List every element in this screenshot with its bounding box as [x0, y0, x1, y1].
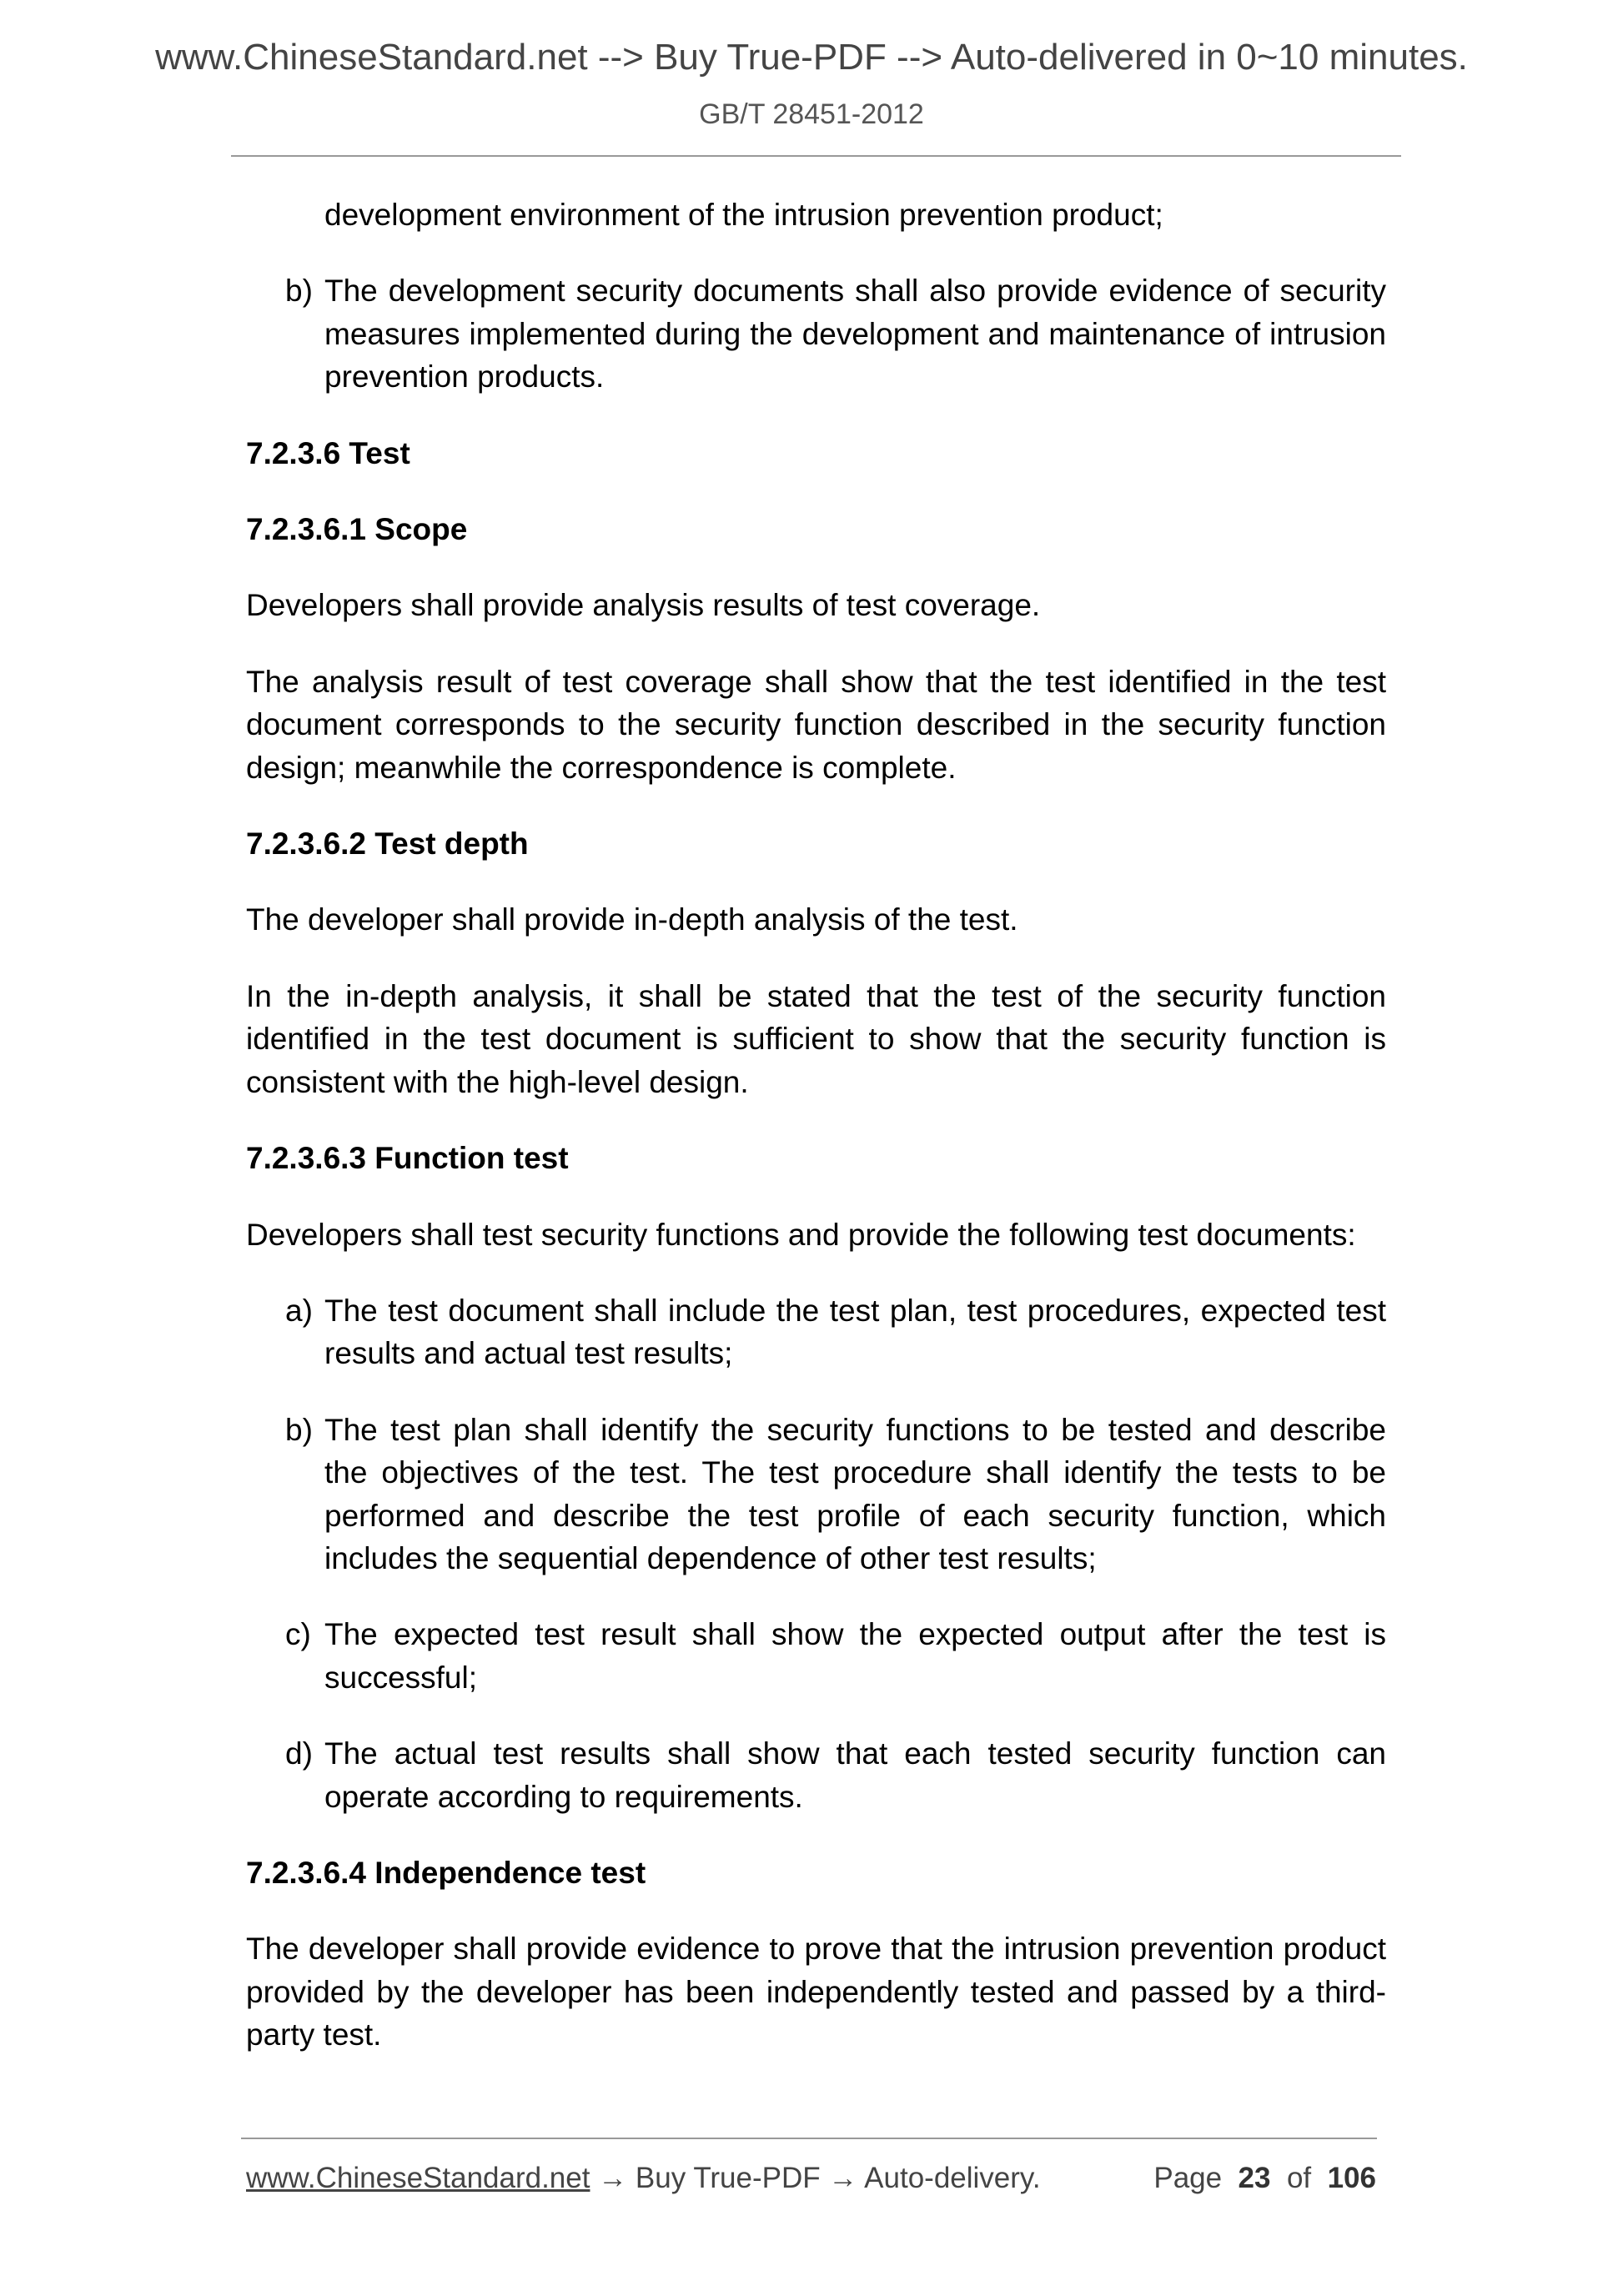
footer	[246, 2162, 1376, 2195]
list-item	[285, 269, 1386, 398]
paragraph: The developer shall provide in-depth analysis of the test.	[246, 902, 1018, 937]
paragraph: In the in-depth analysis, it shall be stated that the test of the security function identified in the test document is sufficient to show that the security function is consistent with the high-level design.	[246, 978, 1386, 1099]
list-text: The test document shall include the test plan, test procedures, expected test results and actual test results;	[324, 1293, 1386, 1371]
section-heading: 7.2.3.6.1 Scope	[246, 512, 468, 547]
list-item-continuation: development environment of the intrusion prevention product;	[324, 198, 1163, 232]
of-word: of	[1286, 2162, 1312, 2194]
list-label: d)	[285, 1736, 313, 1771]
page-word: Page	[1153, 2162, 1223, 2194]
page-number: 23	[1238, 2162, 1271, 2194]
footer-divider	[241, 2138, 1377, 2139]
section-heading: 7.2.3.6.3 Function test	[246, 1141, 569, 1176]
footer-text: → Buy True-PDF → Auto-delivery.	[590, 2162, 1041, 2194]
paragraph: Developers shall test security functions and provide the following test documents:	[246, 1217, 1356, 1252]
paragraph: Developers shall provide analysis results of test coverage.	[246, 588, 1041, 623]
total-pages: 106	[1327, 2162, 1376, 2194]
section-heading: 7.2.3.6.4 Independence test	[246, 1855, 646, 1890]
list-item	[285, 1613, 1386, 1699]
list-text: The development security documents shall also provide evidence of security measures implemented during the development and maintenance of intrusion prevention products.	[324, 274, 1386, 394]
list-label: c)	[285, 1617, 311, 1652]
header-banner: www.ChineseStandard.net --> Buy True-PDF --> Auto-delivered in 0~10 minutes.	[155, 37, 1468, 78]
list-text: The test plan shall identify the security functions to be tested and describe the objectives of the test. The test procedure shall identify the tests to be performed and describe the test profile of each security function, which includes the sequential dependence of other test results;	[324, 1412, 1386, 1575]
list-text: The actual test results shall show that each tested security function can operate according to requirements.	[324, 1736, 1386, 1814]
list-label: b)	[285, 274, 313, 309]
list-label: b)	[285, 1412, 313, 1447]
list-item	[285, 1409, 1386, 1580]
paragraph: The developer shall provide evidence to prove that the intrusion prevention product provided by the developer has been independently tested and passed by a third-party test.	[246, 1932, 1386, 2052]
document-body	[246, 193, 1386, 2090]
list-item	[285, 1289, 1386, 1375]
list-item	[285, 1732, 1386, 1818]
footer-link[interactable]: www.ChineseStandard.net	[246, 2162, 590, 2194]
section-heading: 7.2.3.6.2 Test depth	[246, 826, 529, 862]
footer-left	[246, 2162, 1041, 2195]
standard-id: GB/T 28451-2012	[699, 98, 924, 130]
section-heading: 7.2.3.6 Test	[246, 435, 410, 470]
page-indicator	[1153, 2162, 1376, 2195]
list-text: The expected test result shall show the expected output after the test is successful;	[324, 1617, 1386, 1695]
paragraph: The analysis result of test coverage shall show that the test identified in the test document corresponds to the security function described in the security function design; meanwhile the correspondence is complete.	[246, 664, 1386, 785]
list-label: a)	[285, 1293, 313, 1328]
header-divider	[231, 155, 1401, 157]
